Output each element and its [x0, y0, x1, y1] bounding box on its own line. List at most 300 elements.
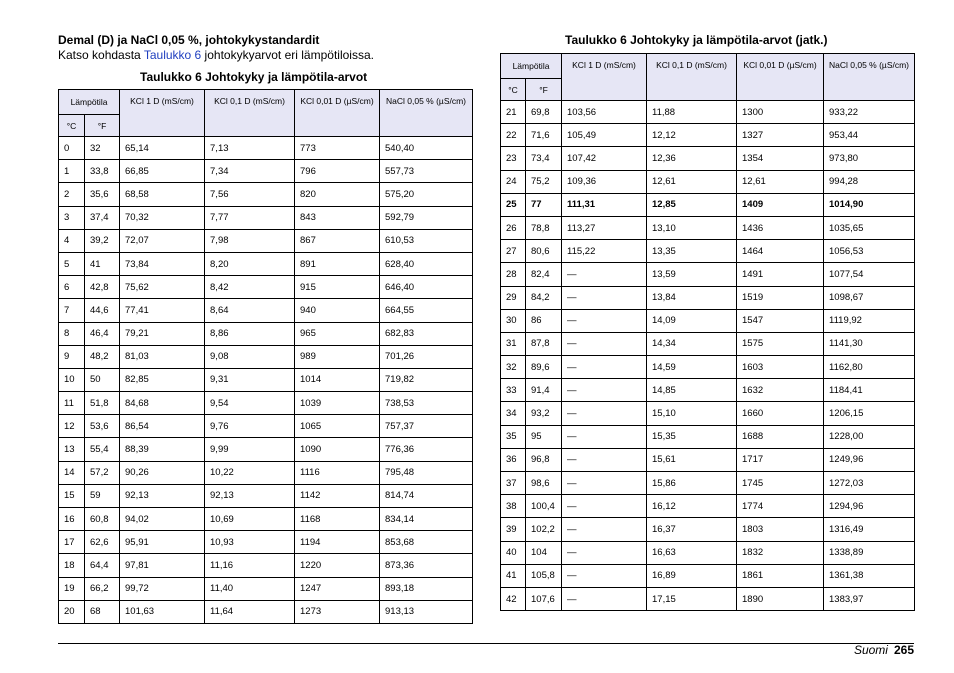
table-cell: 12,61	[647, 170, 737, 193]
table-cell: 11,88	[647, 101, 737, 124]
table-cell: 7,56	[205, 183, 295, 206]
table-cell: 1383,97	[824, 587, 915, 610]
table-cell: 1162,80	[824, 356, 915, 379]
table-cell: 32	[85, 137, 120, 160]
table-cell: 1119,92	[824, 309, 915, 332]
table-cell: 94,02	[120, 508, 205, 531]
table-cell: 11	[59, 392, 85, 415]
table-cell: 96,8	[526, 448, 562, 471]
table-cell: 33,8	[85, 160, 120, 183]
table-cell: 72,07	[120, 229, 205, 252]
table-cell: 11,40	[205, 577, 295, 600]
table-cell: 893,18	[380, 577, 473, 600]
table-cell: 59	[85, 484, 120, 507]
table-cell: 37	[501, 472, 526, 495]
table-row	[501, 402, 915, 425]
table-cell: 73,84	[120, 252, 205, 275]
table-cell: 1832	[737, 541, 824, 564]
table-cell: 820	[295, 183, 380, 206]
table-row	[501, 240, 915, 263]
table-cell: 50	[85, 368, 120, 391]
table-cell: 19	[59, 577, 85, 600]
table-cell: —	[562, 495, 647, 518]
table-cell: 40	[501, 541, 526, 564]
table-cell: 682,83	[380, 322, 473, 345]
table-cell: —	[562, 472, 647, 495]
table-cell: 1300	[737, 101, 824, 124]
page-footer	[854, 643, 914, 657]
table-cell: 15,35	[647, 425, 737, 448]
table-cell: 853,68	[380, 531, 473, 554]
table-row	[501, 472, 915, 495]
table-cell: 701,26	[380, 345, 473, 368]
table-cell: 814,74	[380, 484, 473, 507]
table-cell: 92,13	[205, 484, 295, 507]
table-cell: 1065	[295, 415, 380, 438]
table-cell: 113,27	[562, 216, 647, 239]
table-cell: 91,4	[526, 379, 562, 402]
table-cell: 93,2	[526, 402, 562, 425]
table-cell: —	[562, 448, 647, 471]
table-cell: 2	[59, 183, 85, 206]
table-row	[59, 345, 473, 368]
table-cell: 9,08	[205, 345, 295, 368]
header-temperature: Lämpötila	[59, 90, 120, 115]
table-cell: 719,82	[380, 368, 473, 391]
table-cell: 1294,96	[824, 495, 915, 518]
table-row	[501, 541, 915, 564]
table-cell: —	[562, 309, 647, 332]
table-cell: 12,12	[647, 124, 737, 147]
table-cell: 55,4	[85, 438, 120, 461]
table-cell: 1436	[737, 216, 824, 239]
table-cell: 8,64	[205, 299, 295, 322]
table-cell: 26	[501, 216, 526, 239]
table-cell: —	[562, 263, 647, 286]
table-cell: 34	[501, 402, 526, 425]
page-number: 265	[893, 643, 914, 657]
table-cell: 99,72	[120, 577, 205, 600]
table-cell: 540,40	[380, 137, 473, 160]
table-cell: 7,13	[205, 137, 295, 160]
table-cell: 1098,67	[824, 286, 915, 309]
table-cell: 1142	[295, 484, 380, 507]
table-cell: 16	[59, 508, 85, 531]
table-row	[59, 392, 473, 415]
table-cell: 16,12	[647, 495, 737, 518]
table-cell: 102,2	[526, 518, 562, 541]
table-row	[59, 137, 473, 160]
table-cell: 39,2	[85, 229, 120, 252]
table-row	[501, 495, 915, 518]
table-row	[501, 564, 915, 587]
table-cell: 20	[59, 600, 85, 623]
table-row	[501, 101, 915, 124]
table-cell: 86	[526, 309, 562, 332]
table-cell: 1035,65	[824, 216, 915, 239]
table-cell: 82,4	[526, 263, 562, 286]
table-row	[501, 425, 915, 448]
table-cell: 95	[526, 425, 562, 448]
table-cell: 111,31	[562, 193, 647, 216]
table-cell: —	[562, 425, 647, 448]
table-cell: 1519	[737, 286, 824, 309]
table-cell: 13,10	[647, 216, 737, 239]
table-cell: 1184,41	[824, 379, 915, 402]
table-cell: 14	[59, 461, 85, 484]
table-cell: 107,6	[526, 587, 562, 610]
table-row	[501, 124, 915, 147]
table-cell: 60,8	[85, 508, 120, 531]
table-cell: 92,13	[120, 484, 205, 507]
table-cell: 0	[59, 137, 85, 160]
table-cell: 1491	[737, 263, 824, 286]
table-cell: 12,85	[647, 193, 737, 216]
table-cell: 46,4	[85, 322, 120, 345]
table-cell: 7,98	[205, 229, 295, 252]
table-cell: 1014,90	[824, 193, 915, 216]
table-cell: 23	[501, 147, 526, 170]
table-cell: 8,86	[205, 322, 295, 345]
table-cell: 4	[59, 229, 85, 252]
table-row	[501, 356, 915, 379]
table-cell: —	[562, 541, 647, 564]
table-row	[501, 518, 915, 541]
table-cell: 15,61	[647, 448, 737, 471]
table-cell: 933,22	[824, 101, 915, 124]
table-cell: 10,93	[205, 531, 295, 554]
table-cell: 16,89	[647, 564, 737, 587]
table-cell: —	[562, 286, 647, 309]
table-cell: 3	[59, 206, 85, 229]
table-cell: 9,54	[205, 392, 295, 415]
table-cell: 994,28	[824, 170, 915, 193]
table-cell: —	[562, 379, 647, 402]
left-table-body	[59, 137, 473, 624]
left-table-caption: Taulukko 6 Johtokyky ja lämpötila-arvot	[140, 70, 368, 84]
table-cell: 109,36	[562, 170, 647, 193]
table-row	[59, 368, 473, 391]
table-cell: 66,2	[85, 577, 120, 600]
table-cell: 35,6	[85, 183, 120, 206]
table-cell: 12,61	[737, 170, 824, 193]
table-cell: 66,85	[120, 160, 205, 183]
table-cell: 41	[501, 564, 526, 587]
table-cell: 107,42	[562, 147, 647, 170]
table-cell: 16,63	[647, 541, 737, 564]
header-kcl-001d: KCl 0,01 D (µS/cm)	[737, 54, 824, 101]
header-nacl: NaCl 0,05 % (µS/cm)	[824, 54, 915, 101]
table-cell: 105,49	[562, 124, 647, 147]
table-row	[59, 484, 473, 507]
table-cell: 13,59	[647, 263, 737, 286]
table-cell: 1249,96	[824, 448, 915, 471]
table-cell: 79,21	[120, 322, 205, 345]
table-row	[501, 193, 915, 216]
table-row	[59, 183, 473, 206]
table-cell: 1603	[737, 356, 824, 379]
table-row	[59, 160, 473, 183]
table-cell: 873,36	[380, 554, 473, 577]
table-cell: 105,8	[526, 564, 562, 587]
table-cell: 15	[59, 484, 85, 507]
table-link[interactable]: Taulukko 6	[143, 48, 202, 62]
table-cell: 39	[501, 518, 526, 541]
header-celsius: °C	[59, 115, 85, 137]
table-cell: 37,4	[85, 206, 120, 229]
table-cell: 65,14	[120, 137, 205, 160]
table-cell: 53,6	[85, 415, 120, 438]
table-cell: 913,13	[380, 600, 473, 623]
table-cell: 1354	[737, 147, 824, 170]
table-cell: 1168	[295, 508, 380, 531]
table-cell: 796	[295, 160, 380, 183]
table-cell: 17	[59, 531, 85, 554]
table-cell: 24	[501, 170, 526, 193]
table-cell: 84,68	[120, 392, 205, 415]
table-cell: 35	[501, 425, 526, 448]
table-row	[501, 587, 915, 610]
table-row	[59, 554, 473, 577]
table-cell: 84,2	[526, 286, 562, 309]
table-cell: 41	[85, 252, 120, 275]
footer-divider	[58, 643, 914, 644]
table-cell: 11,16	[205, 554, 295, 577]
table-cell: —	[562, 564, 647, 587]
table-cell: 1861	[737, 564, 824, 587]
table-cell: 1774	[737, 495, 824, 518]
table-cell: 1688	[737, 425, 824, 448]
table-cell: 843	[295, 206, 380, 229]
table-cell: 592,79	[380, 206, 473, 229]
table-cell: 77,41	[120, 299, 205, 322]
table-cell: 989	[295, 345, 380, 368]
table-cell: 86,54	[120, 415, 205, 438]
table-cell: 81,03	[120, 345, 205, 368]
table-cell: 1361,38	[824, 564, 915, 587]
header-fahrenheit: °F	[526, 79, 562, 101]
table-cell: —	[562, 356, 647, 379]
table-cell: 610,53	[380, 229, 473, 252]
header-temperature: Lämpötila	[501, 54, 562, 79]
table-cell: 1316,49	[824, 518, 915, 541]
table-row	[59, 322, 473, 345]
table-row	[59, 461, 473, 484]
table-cell: —	[562, 587, 647, 610]
table-cell: 5	[59, 252, 85, 275]
table-cell: 75,2	[526, 170, 562, 193]
table-cell: 1327	[737, 124, 824, 147]
right-table-caption: Taulukko 6 Johtokyky ja lämpötila-arvot (jatk.)	[565, 33, 828, 47]
table-row	[501, 309, 915, 332]
table-cell: 628,40	[380, 252, 473, 275]
table-cell: 1056,53	[824, 240, 915, 263]
table-cell: 1272,03	[824, 472, 915, 495]
table-cell: 915	[295, 276, 380, 299]
table-cell: 64,4	[85, 554, 120, 577]
table-cell: 1077,54	[824, 263, 915, 286]
table-row	[59, 600, 473, 623]
header-celsius: °C	[501, 79, 526, 101]
table-cell: 17,15	[647, 587, 737, 610]
table-cell: 62,6	[85, 531, 120, 554]
table-cell: 69,8	[526, 101, 562, 124]
table-row	[501, 379, 915, 402]
table-cell: 6	[59, 276, 85, 299]
table-cell: 28	[501, 263, 526, 286]
header-nacl: NaCl 0,05 % (µS/cm)	[380, 90, 473, 137]
right-table-body	[501, 101, 915, 611]
table-cell: 97,81	[120, 554, 205, 577]
table-cell: 13,35	[647, 240, 737, 263]
header-kcl-1d: KCl 1 D (mS/cm)	[120, 90, 205, 137]
table-cell: 1194	[295, 531, 380, 554]
header-kcl-001d: KCl 0,01 D (µS/cm)	[295, 90, 380, 137]
table-cell: 90,26	[120, 461, 205, 484]
table-cell: 795,48	[380, 461, 473, 484]
table-cell: 80,6	[526, 240, 562, 263]
table-cell: 7,34	[205, 160, 295, 183]
table-cell: 15,10	[647, 402, 737, 425]
footer-language: Suomi	[853, 643, 888, 657]
table-cell: 73,4	[526, 147, 562, 170]
table-cell: 14,59	[647, 356, 737, 379]
table-cell: 15,86	[647, 472, 737, 495]
table-cell: 75,62	[120, 276, 205, 299]
table-cell: 32	[501, 356, 526, 379]
table-row	[59, 577, 473, 600]
table-cell: —	[562, 332, 647, 355]
table-cell: 25	[501, 193, 526, 216]
table-cell: 101,63	[120, 600, 205, 623]
table-row	[59, 531, 473, 554]
table-cell: 1220	[295, 554, 380, 577]
table-cell: 8,42	[205, 276, 295, 299]
table-cell: —	[562, 518, 647, 541]
table-cell: 940	[295, 299, 380, 322]
table-cell: 1632	[737, 379, 824, 402]
table-cell: 1206,15	[824, 402, 915, 425]
table-cell: 9,31	[205, 368, 295, 391]
table-cell: 757,37	[380, 415, 473, 438]
table-row	[59, 299, 473, 322]
table-cell: 13,84	[647, 286, 737, 309]
table-cell: 95,91	[120, 531, 205, 554]
table-cell: 18	[59, 554, 85, 577]
table-cell: 664,55	[380, 299, 473, 322]
table-cell: 1575	[737, 332, 824, 355]
table-cell: 89,6	[526, 356, 562, 379]
left-table	[58, 89, 473, 624]
table-cell: 891	[295, 252, 380, 275]
header-kcl-1d: KCl 1 D (mS/cm)	[562, 54, 647, 101]
header-kcl-01d: KCl 0,1 D (mS/cm)	[647, 54, 737, 101]
table-cell: 71,6	[526, 124, 562, 147]
table-cell: 78,8	[526, 216, 562, 239]
table-cell: 973,80	[824, 147, 915, 170]
header-kcl-01d: KCl 0,1 D (mS/cm)	[205, 90, 295, 137]
table-cell: 1803	[737, 518, 824, 541]
table-row	[501, 332, 915, 355]
table-cell: 68	[85, 600, 120, 623]
table-row	[59, 229, 473, 252]
table-cell: 1890	[737, 587, 824, 610]
table-cell: 773	[295, 137, 380, 160]
table-cell: 10,69	[205, 508, 295, 531]
table-cell: 21	[501, 101, 526, 124]
table-cell: 557,73	[380, 160, 473, 183]
table-cell: 1464	[737, 240, 824, 263]
table-row	[501, 263, 915, 286]
table-cell: 98,6	[526, 472, 562, 495]
table-cell: 1547	[737, 309, 824, 332]
table-cell: 33	[501, 379, 526, 402]
table-cell: 1660	[737, 402, 824, 425]
table-cell: 1141,30	[824, 332, 915, 355]
table-cell: 1273	[295, 600, 380, 623]
table-cell: 100,4	[526, 495, 562, 518]
table-cell: 867	[295, 229, 380, 252]
table-cell: 8	[59, 322, 85, 345]
table-cell: 88,39	[120, 438, 205, 461]
table-cell: 42,8	[85, 276, 120, 299]
table-cell: 82,85	[120, 368, 205, 391]
table-cell: 57,2	[85, 461, 120, 484]
table-row	[59, 206, 473, 229]
table-cell: 13	[59, 438, 85, 461]
table-cell: 8,20	[205, 252, 295, 275]
table-cell: 1717	[737, 448, 824, 471]
table-row	[59, 508, 473, 531]
table-cell: 70,32	[120, 206, 205, 229]
table-cell: 115,22	[562, 240, 647, 263]
table-cell: 42	[501, 587, 526, 610]
table-cell: 965	[295, 322, 380, 345]
table-cell: 776,36	[380, 438, 473, 461]
table-row	[501, 147, 915, 170]
table-cell: 9,76	[205, 415, 295, 438]
table-cell: 11,64	[205, 600, 295, 623]
intro-before: Katso kohdasta	[58, 48, 144, 62]
table-row	[59, 276, 473, 299]
table-cell: 104	[526, 541, 562, 564]
table-cell: 646,40	[380, 276, 473, 299]
table-cell: 30	[501, 309, 526, 332]
table-cell: 103,56	[562, 101, 647, 124]
table-row	[59, 438, 473, 461]
table-cell: 68,58	[120, 183, 205, 206]
table-cell: 14,34	[647, 332, 737, 355]
table-cell: 16,37	[647, 518, 737, 541]
table-cell: 77	[526, 193, 562, 216]
table-cell: 12	[59, 415, 85, 438]
table-cell: 1247	[295, 577, 380, 600]
table-row	[59, 252, 473, 275]
table-cell: 31	[501, 332, 526, 355]
table-cell: 9	[59, 345, 85, 368]
intro-text	[58, 48, 374, 62]
table-cell: 834,14	[380, 508, 473, 531]
table-row	[501, 170, 915, 193]
table-cell: 7,77	[205, 206, 295, 229]
table-cell: 1228,00	[824, 425, 915, 448]
table-cell: 575,20	[380, 183, 473, 206]
table-cell: 953,44	[824, 124, 915, 147]
table-row	[59, 415, 473, 438]
table-cell: 22	[501, 124, 526, 147]
table-cell: 9,99	[205, 438, 295, 461]
table-cell: 10,22	[205, 461, 295, 484]
